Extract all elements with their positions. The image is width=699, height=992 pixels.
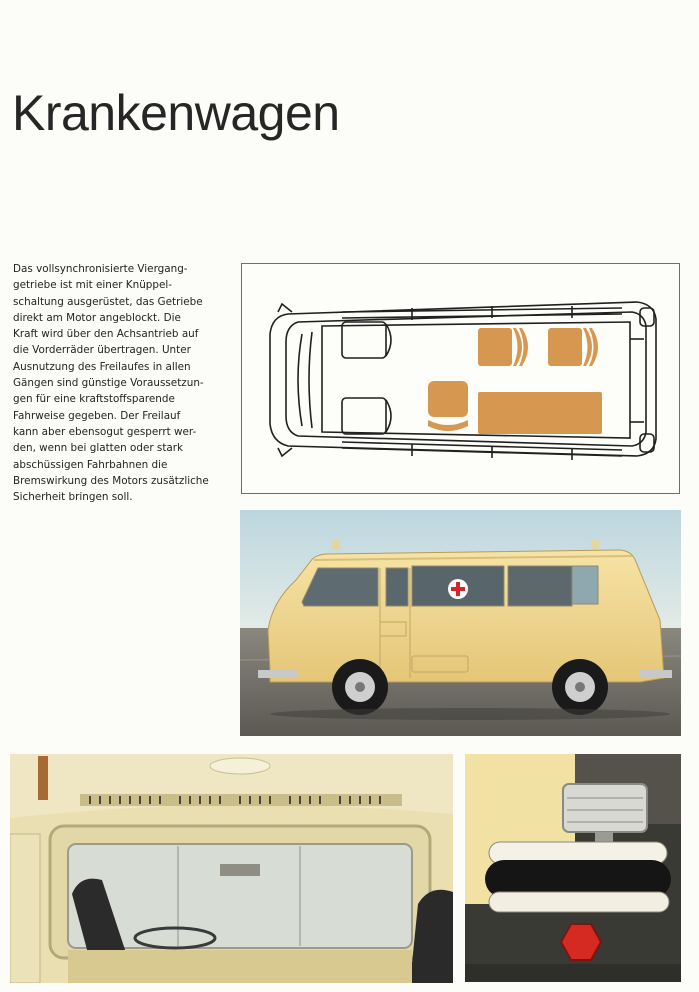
vehicle-floor-plan-icon — [242, 264, 679, 493]
seat-icon — [428, 381, 468, 417]
beacon-lamp-icon — [591, 539, 599, 549]
text-line: Kraft wird über den Achsantrieb auf — [13, 328, 199, 341]
text-line: getriebe ist mit einer Knüppel- — [13, 279, 173, 292]
text-line: die Vorderräder übertragen. Unter — [13, 344, 191, 357]
text-line: direkt am Motor angeblockt. Die — [13, 311, 181, 324]
text-line: schaltung ausgerüstet, das Getriebe — [13, 295, 203, 308]
beacon-lamp-icon — [332, 540, 340, 550]
ambulance-interior-photo — [10, 754, 453, 983]
text-line: Fahrweise gegeben. Der Freilauf — [13, 409, 181, 422]
text-line: Gängen sind günstige Voraussetzun- — [13, 377, 204, 390]
floor-plan-figure — [241, 263, 680, 494]
text-line: den, wenn bei glatten oder stark — [13, 442, 184, 455]
stretcher-icon — [478, 392, 602, 434]
text-line: Ausnutzung des Freilaufes in allen — [13, 360, 191, 373]
ambulance-side-photo — [240, 510, 681, 736]
text-line: kann aber ebensogut gesperrt wer- — [13, 425, 197, 438]
page-title: Krankenwagen — [12, 85, 340, 141]
text-line: abschüssigen Fahrbahnen die — [13, 458, 168, 471]
beacon-lamp-icon — [563, 784, 647, 832]
text-line: Sicherheit bringen soll. — [13, 491, 133, 504]
text-line: gen für eine kraftstoffsparende — [13, 393, 175, 406]
body-paragraph — [13, 261, 235, 505]
seat-icon — [548, 328, 582, 366]
text-line: Bremswirkung des Motors zusätzliche — [13, 474, 209, 487]
seat-icon — [478, 328, 512, 366]
text-line: Das vollsynchronisierte Viergang- — [13, 263, 188, 275]
beacon-light-detail-photo — [465, 754, 681, 982]
